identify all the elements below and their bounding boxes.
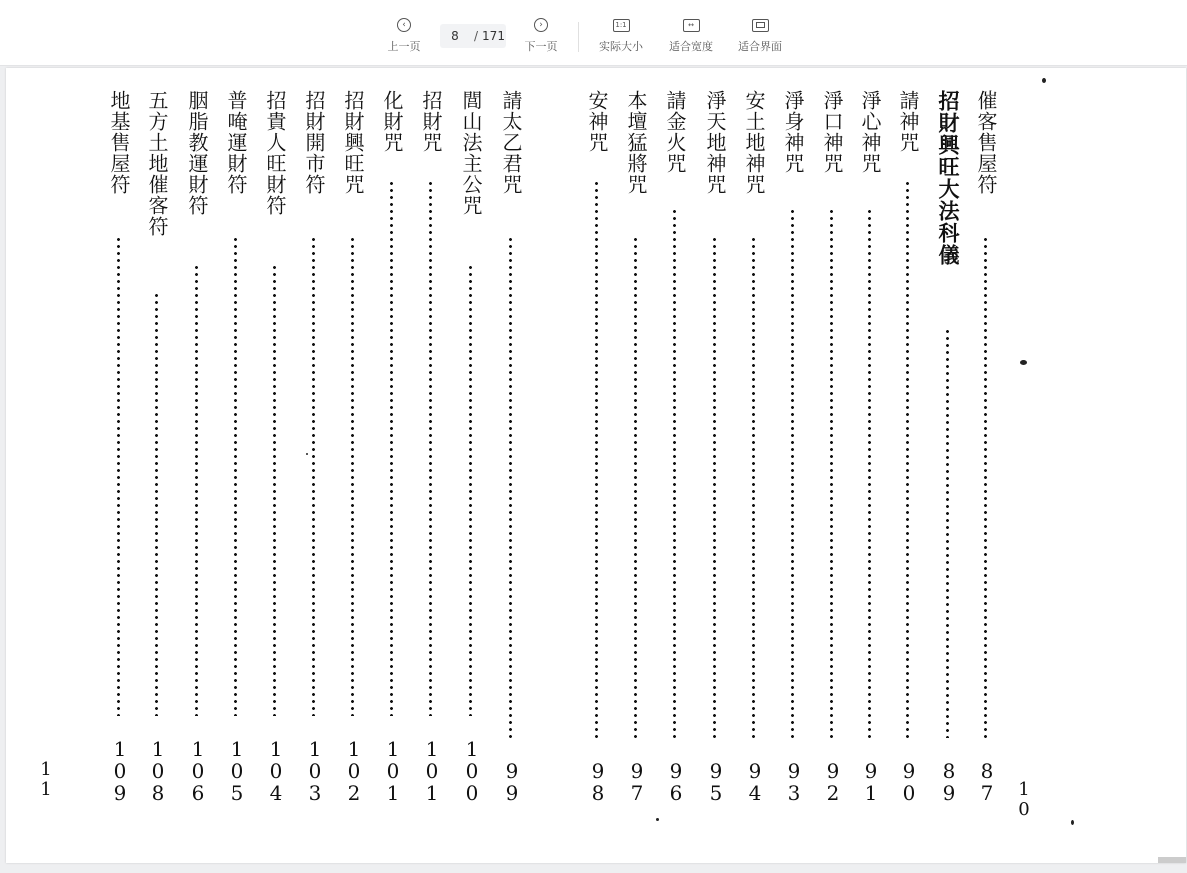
- toc-entry-page-number: 1 0 1: [386, 737, 400, 805]
- toc-entry-page-number: 1 0 5: [230, 737, 244, 805]
- toolbar-divider: [578, 22, 579, 52]
- toc-entry-title: 安土地神咒: [742, 90, 766, 195]
- fit-width-label: 适合宽度: [669, 40, 713, 53]
- current-page-input[interactable]: 8: [451, 29, 459, 43]
- toc-dot-leader: [868, 208, 871, 738]
- toc-entry: [894, 90, 924, 805]
- toc-entry-page-number: 1 0 4: [269, 737, 283, 805]
- toc-entry-page-number: 1 0 0: [465, 737, 479, 805]
- toc-dot-leader: [273, 264, 276, 716]
- page-number-field[interactable]: [440, 24, 506, 48]
- toc-dot-leader: [752, 236, 755, 738]
- toc-dot-leader: [390, 180, 393, 716]
- toc-entry-page-number: 9 1: [864, 759, 878, 805]
- toc-entry: [622, 90, 652, 805]
- toc-entry: [300, 90, 330, 805]
- toc-entry-title: 招財開市符: [302, 90, 326, 195]
- toc-entry-page-number: 1 0 8: [151, 737, 165, 805]
- toc-entry: [497, 90, 527, 805]
- actual-size-label: 实际大小: [599, 40, 643, 53]
- toc-entry: [972, 90, 1002, 805]
- toc-entry-page-number: 1 0 6: [191, 737, 205, 805]
- toc-entry-title: 閭山法主公咒: [459, 90, 483, 216]
- toc-entry-title: 招財興旺大法科儀: [936, 90, 960, 266]
- toc-entry-title: 淨天地神咒: [703, 90, 727, 195]
- toc-entry: [779, 90, 809, 805]
- toc-entry-page-number: 1 0 3: [308, 737, 322, 805]
- toc-entry-title: 淨口神咒: [820, 90, 844, 174]
- toc-entry: [583, 90, 613, 805]
- toc-entry: [740, 90, 770, 805]
- toc-entry-title: 五方土地催客符: [145, 90, 169, 237]
- page-corner-shade: [1158, 857, 1186, 863]
- prev-page-label: 上一页: [387, 40, 421, 53]
- toc-dot-leader: [673, 208, 676, 738]
- toc-entry-title: 地基售屋符: [107, 90, 131, 195]
- scan-speck: [1071, 820, 1074, 825]
- toc-entry-page-number: 9 9: [505, 759, 519, 805]
- toc-dot-leader: [830, 208, 833, 738]
- toc-entry-title: 招財興旺咒: [341, 90, 365, 195]
- toc-entry-title: 普唵運財符: [224, 90, 248, 195]
- toc-dot-leader: [791, 208, 794, 738]
- toc-entry-title: 安神咒: [585, 90, 609, 153]
- toc-entry: [856, 90, 886, 805]
- toc-entry-page-number: 9 5: [709, 759, 723, 805]
- toc-dot-leader: [906, 180, 909, 738]
- pdf-viewer-toolbar: [0, 0, 1187, 66]
- toc-entry: [378, 90, 408, 805]
- toc-entry-title: 淨身神咒: [781, 90, 805, 174]
- toc-entry: [105, 90, 135, 805]
- page-separator: /: [474, 29, 479, 43]
- toc-entry: [183, 90, 213, 805]
- toc-entry: [339, 90, 369, 805]
- toc-dot-leader: [312, 236, 315, 716]
- toc-dot-leader: [509, 236, 512, 738]
- toc-entry: [417, 90, 447, 805]
- toc-entry-title: 化財咒: [380, 90, 404, 153]
- toc-entry-page-number: 1 0 1: [425, 737, 439, 805]
- toc-entry-page-number: 9 7: [630, 759, 644, 805]
- fit-page-icon: [751, 16, 769, 34]
- toc-dot-leader: [469, 264, 472, 716]
- toc-dot-leader: [595, 180, 598, 738]
- toc-dot-leader: [713, 236, 716, 738]
- toc-entry-page-number: 1 0 2: [347, 737, 361, 805]
- toc-dot-leader: [946, 328, 949, 738]
- toc-entry-page-number: 8 9: [942, 759, 956, 805]
- toc-entry: [457, 90, 487, 805]
- scan-speck: [306, 453, 308, 455]
- scan-speck: [1020, 360, 1027, 365]
- toc-entry-title: 請太乙君咒: [499, 90, 523, 195]
- toc-dot-leader: [429, 180, 432, 716]
- toc-entry-title: 請神咒: [896, 90, 920, 153]
- toc-entry: [934, 90, 964, 805]
- chevron-right-circle-icon: ›: [532, 16, 550, 34]
- toc-entry-page-number: 9 6: [669, 759, 683, 805]
- prev-page-button[interactable]: [385, 16, 423, 60]
- toc-dot-leader: [234, 236, 237, 716]
- total-pages: 171: [482, 29, 505, 43]
- toc-dot-leader: [117, 236, 120, 716]
- toc-dot-leader: [155, 292, 158, 716]
- toc-entry-page-number: 9 8: [591, 759, 605, 805]
- chevron-left-circle-icon: ‹: [395, 16, 413, 34]
- toc-dot-leader: [195, 264, 198, 716]
- toc-entry-title: 催客售屋符: [974, 90, 998, 195]
- toc-dot-leader: [634, 236, 637, 738]
- fit-page-label: 适合界面: [738, 40, 782, 53]
- actual-size-button[interactable]: [596, 16, 646, 60]
- next-page-label: 下一页: [524, 40, 558, 53]
- toc-entry-page-number: 9 3: [787, 759, 801, 805]
- toc-entry: [661, 90, 691, 805]
- right-page-number: 1 0: [1018, 779, 1030, 820]
- next-page-button[interactable]: [522, 16, 560, 60]
- fit-width-icon: ↔: [682, 16, 700, 34]
- actual-size-icon: 1:1: [612, 16, 630, 34]
- toc-entry: [701, 90, 731, 805]
- toc-dot-leader: [351, 236, 354, 716]
- toc-entry: [222, 90, 252, 805]
- fit-width-button[interactable]: [666, 16, 716, 60]
- toc-entry-title: 請金火咒: [663, 90, 687, 174]
- document-page: [6, 68, 1186, 863]
- toc-entry-title: 淨心神咒: [858, 90, 882, 174]
- toc-entry-title: 招貴人旺財符: [263, 90, 287, 216]
- toc-entry-title: 本壇猛將咒: [624, 90, 648, 195]
- toc-entry-title: 招財咒: [419, 90, 443, 153]
- toc-entry-page-number: 9 4: [748, 759, 762, 805]
- toc-dot-leader: [984, 236, 987, 738]
- fit-page-button[interactable]: [735, 16, 785, 60]
- left-page-number: 1 1: [40, 759, 52, 800]
- toc-entry: [143, 90, 173, 805]
- toc-entry-page-number: 9 0: [902, 759, 916, 805]
- scan-speck: [656, 818, 659, 821]
- toc-entry: [261, 90, 291, 805]
- toc-entry-title: 胭脂教運財符: [185, 90, 209, 216]
- toc-entry-page-number: 1 0 9: [113, 737, 127, 805]
- toc-entry-page-number: 8 7: [980, 759, 994, 805]
- toc-entry-page-number: 9 2: [826, 759, 840, 805]
- scan-speck: [1042, 78, 1046, 83]
- toc-entry: [818, 90, 848, 805]
